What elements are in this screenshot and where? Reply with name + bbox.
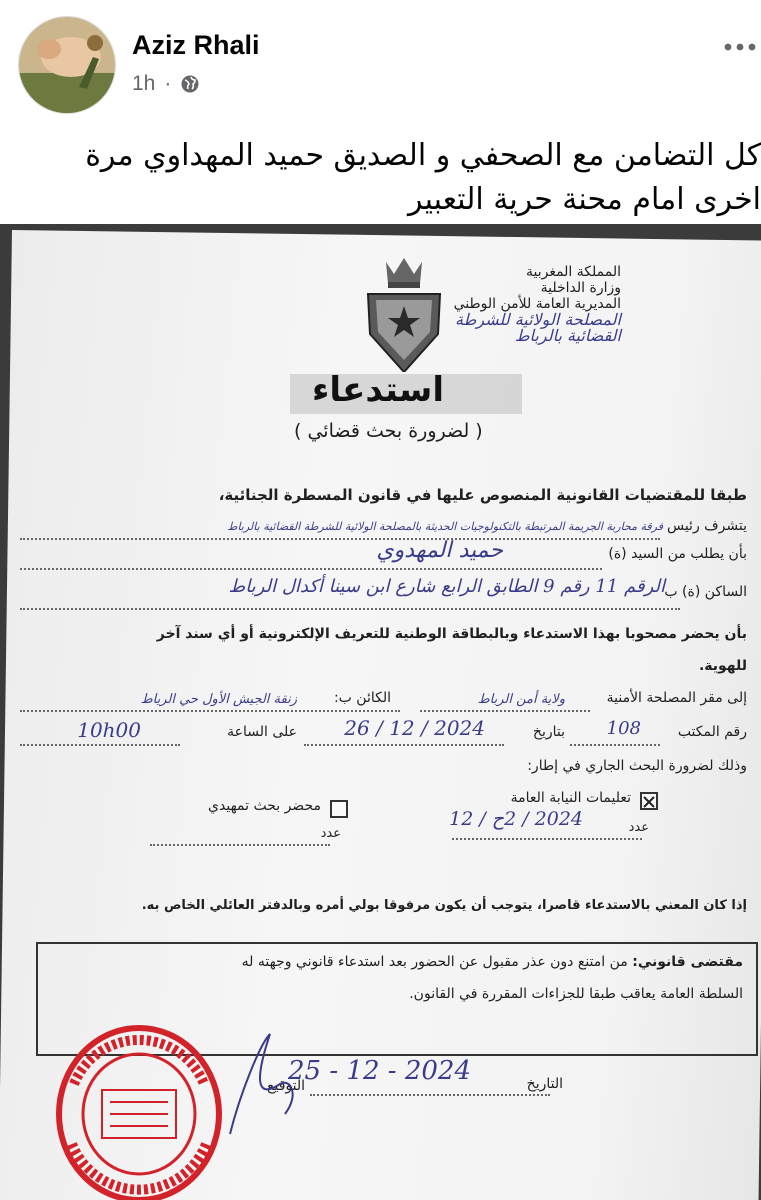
signature-label: التوقيع bbox=[267, 1078, 305, 1094]
office-label: رقم المكتب bbox=[677, 724, 747, 740]
header-line: القضائية بالرباط bbox=[514, 326, 621, 345]
fill-line bbox=[20, 568, 602, 570]
person-name: حميد المهدوي bbox=[376, 538, 503, 563]
presence-line-1: بأن يحضر مصحوبا بهذا الاستدعاء وبالبطاقة الوطنية للتعريف الإلكترونية أو أي سند آخر bbox=[156, 626, 747, 642]
appointment-date: 2024 / 12 / 26 bbox=[344, 716, 485, 740]
fill-line bbox=[570, 744, 660, 746]
option-2-number-label: عدد bbox=[320, 826, 341, 841]
sign-date: 2024 - 12 - 25 bbox=[287, 1056, 471, 1086]
royal-emblem-icon bbox=[364, 254, 444, 372]
post-photo[interactable] bbox=[0, 224, 761, 1200]
appointment-time: 10h00 bbox=[77, 718, 141, 742]
checkbox-preliminary-report bbox=[330, 800, 348, 818]
doc-subtitle: ( لضرورة بحث قضائي ) bbox=[294, 420, 483, 442]
header-line: المديرية العامة للأمن الوطني bbox=[453, 296, 621, 312]
fill-line bbox=[452, 838, 642, 840]
checkbox-prosecution bbox=[640, 792, 658, 810]
option-1-number-label: عدد bbox=[628, 820, 649, 835]
globe-icon[interactable] bbox=[180, 74, 200, 94]
checkmark-x-icon bbox=[642, 795, 656, 809]
summons-document bbox=[0, 224, 761, 1200]
honor-fill: فرقة محاربة الجريمة المرتبطة بالتكنولوجيات الحديثة بالمصلحة الولائية للشرطة القضائية بالرباط bbox=[227, 520, 663, 533]
resident-label: الساكن (ة) ب bbox=[664, 584, 747, 600]
post-caption bbox=[41, 134, 761, 222]
legal-title: مقتضى قانوني: bbox=[632, 954, 743, 970]
located-fill: زنقة الجيش الأول حي الرياط bbox=[140, 692, 297, 707]
doc-title: استدعاء bbox=[312, 370, 444, 410]
fill-line bbox=[20, 744, 180, 746]
hq-fill: ولاية أمن الرباط bbox=[477, 692, 565, 707]
legal-text-2: السلطة العامة يعاقب طبقا للجزاءات المقررة في القانون. bbox=[409, 986, 743, 1002]
option-prosecution: تعليمات النيابة العامة bbox=[510, 790, 631, 806]
avatar-image bbox=[19, 17, 115, 113]
fill-line bbox=[420, 710, 590, 712]
minor-note: إذا كان المعني بالاستدعاء قاصرا، يتوجب أن يكون مرفوقا بولي أمره وبالدفتر العائلي الخاص به. bbox=[141, 898, 747, 913]
date-sign-label: التاريخ bbox=[526, 1076, 563, 1092]
meta-separator: · bbox=[164, 72, 172, 95]
post-time[interactable]: 1h bbox=[132, 72, 156, 95]
post-meta bbox=[132, 72, 200, 96]
time-label: على الساعة bbox=[227, 724, 297, 740]
framework-line: وذلك لضرورة البحث الجاري في إطار: bbox=[527, 758, 747, 774]
fill-line bbox=[20, 538, 660, 540]
police-stamp-icon bbox=[54, 1024, 224, 1200]
legal-notice bbox=[242, 954, 743, 970]
fill-line bbox=[20, 710, 400, 712]
fill-line bbox=[20, 608, 680, 610]
office-number: 108 bbox=[606, 718, 641, 739]
option-preliminary: محضر بحث تمهيدي bbox=[208, 798, 321, 814]
date-label: بتاريخ bbox=[532, 724, 565, 740]
caption-line: كل التضامن مع الصحفي و الصديق حميد المهداوي مرة bbox=[85, 138, 761, 173]
header-line: المملكة المغربية bbox=[525, 264, 621, 280]
fill-line bbox=[150, 844, 330, 846]
request-label: بأن يطلب من السيد (ة) bbox=[608, 546, 747, 562]
author-name[interactable]: Aziz Rhali bbox=[132, 30, 260, 60]
option-1-number: 2024 / 2ح / 12 bbox=[449, 808, 583, 830]
doc-header bbox=[454, 264, 621, 344]
header-line: وزارة الداخلية bbox=[540, 280, 621, 296]
honor-label: يتشرف رئيس bbox=[666, 518, 747, 534]
located-label: الكائن ب: bbox=[333, 690, 391, 706]
author-avatar[interactable] bbox=[18, 16, 116, 114]
address: الرقم 11 رقم 9 الطابق الرابع شارع ابن سينا أكدال الرباط bbox=[228, 576, 665, 597]
fill-line bbox=[304, 744, 504, 746]
caption-line: اخرى امام محنة حرية التعبير bbox=[408, 182, 761, 217]
post-header bbox=[0, 0, 761, 120]
legal-text-1: من امتنع دون عذر مقبول عن الحضور بعد استدعاء قانوني وجهته له bbox=[241, 954, 628, 970]
presence-line-2: للهوية. bbox=[698, 658, 747, 674]
fill-line bbox=[310, 1094, 550, 1096]
header-line: المصلحة الولائية للشرطة bbox=[455, 310, 621, 329]
hq-label: إلى مقر المصلحة الأمنية bbox=[606, 690, 747, 706]
doc-intro: طبقا للمقتضيات القانونية المنصوص عليها في قانون المسطرة الجنائية، bbox=[218, 486, 747, 504]
more-options-icon[interactable] bbox=[722, 38, 758, 56]
